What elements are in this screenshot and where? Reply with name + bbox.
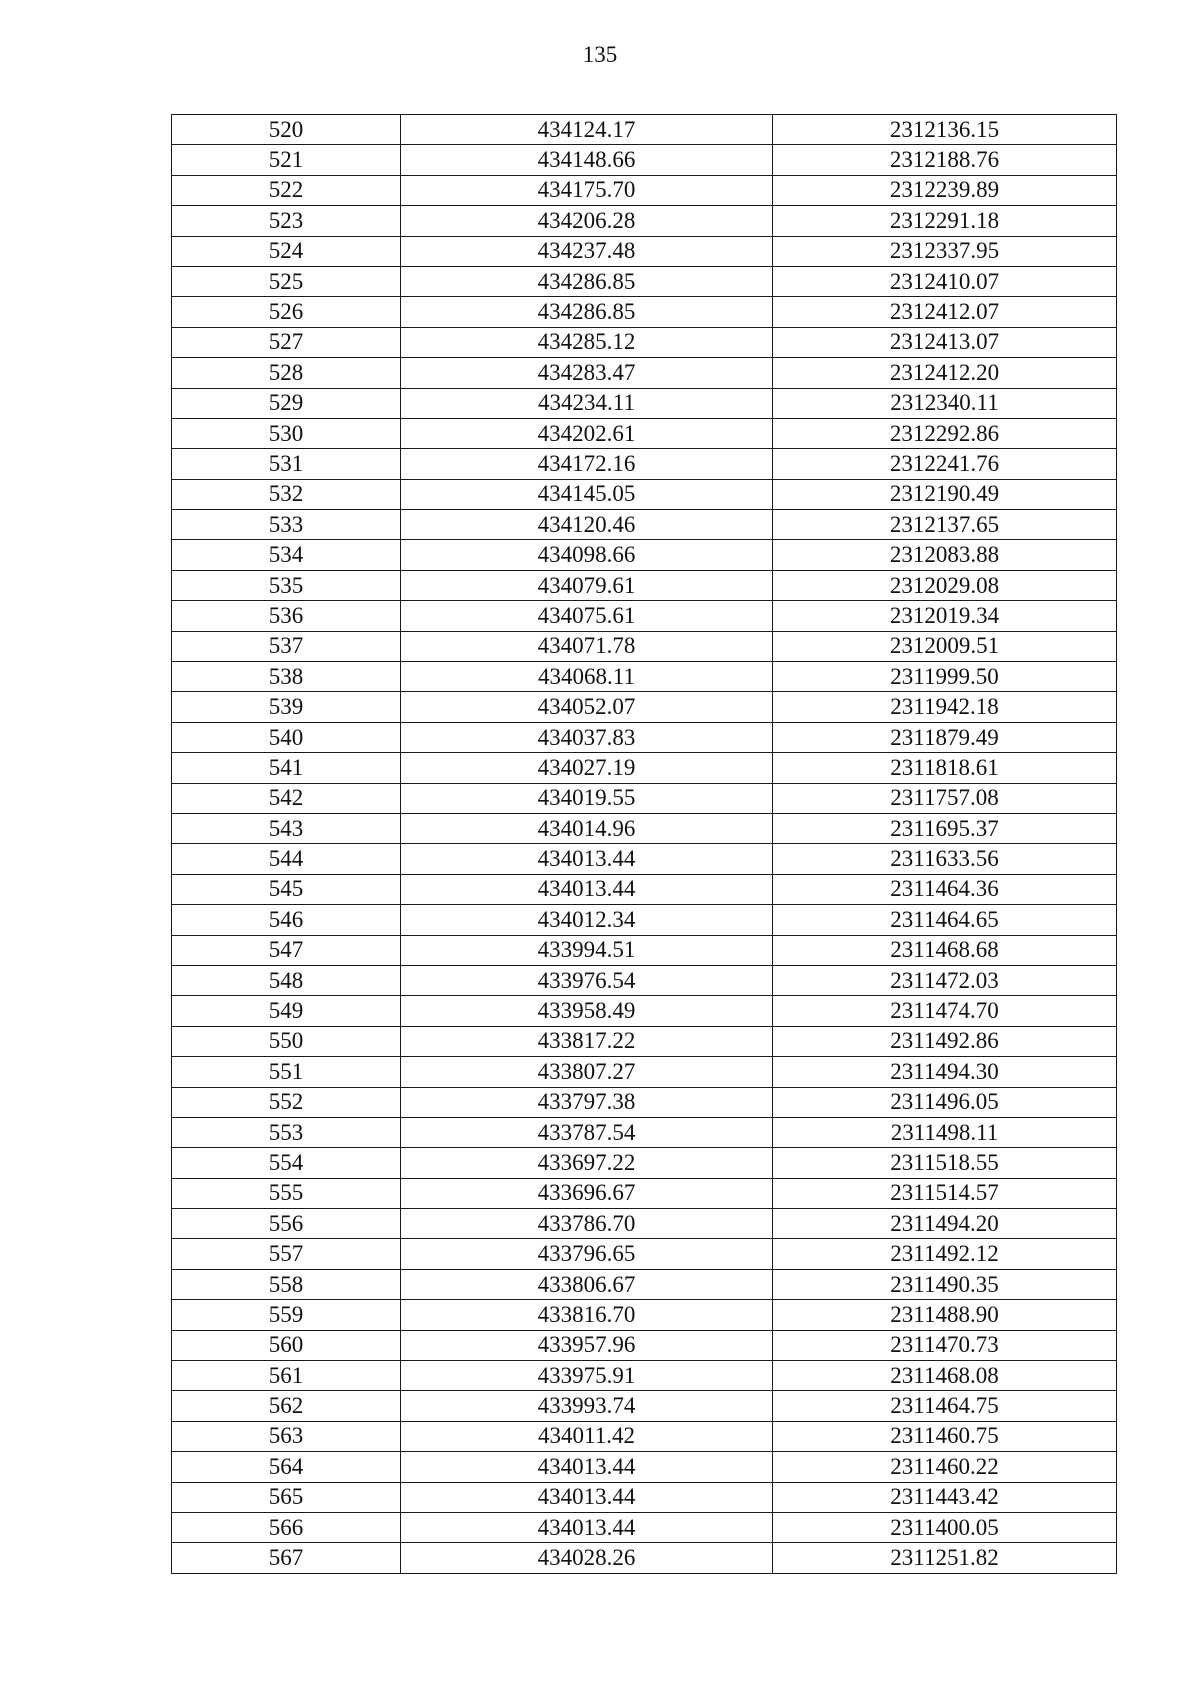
- point-number-cell: 540: [172, 722, 401, 752]
- y-coordinate-cell: 2311464.75: [773, 1391, 1117, 1421]
- point-number-cell: 544: [172, 844, 401, 874]
- x-coordinate-cell: 434286.85: [401, 266, 773, 296]
- table-row: [172, 783, 1117, 813]
- y-coordinate-cell: 2311999.50: [773, 662, 1117, 692]
- x-coordinate-cell: 433817.22: [401, 1026, 773, 1056]
- y-coordinate-cell: 2312413.07: [773, 327, 1117, 357]
- y-coordinate-cell: 2311488.90: [773, 1300, 1117, 1330]
- x-coordinate-cell: 434285.12: [401, 327, 773, 357]
- point-number-cell: 559: [172, 1300, 401, 1330]
- table-row: [172, 236, 1117, 266]
- point-number-cell: 565: [172, 1482, 401, 1512]
- y-coordinate-cell: 2311492.86: [773, 1026, 1117, 1056]
- y-coordinate-cell: 2311494.20: [773, 1209, 1117, 1239]
- point-number-cell: 523: [172, 206, 401, 236]
- x-coordinate-cell: 434079.61: [401, 570, 773, 600]
- table-row: [172, 844, 1117, 874]
- point-number-cell: 522: [172, 175, 401, 205]
- point-number-cell: 548: [172, 965, 401, 995]
- y-coordinate-cell: 2311879.49: [773, 722, 1117, 752]
- x-coordinate-cell: 433975.91: [401, 1361, 773, 1391]
- table-row: [172, 1148, 1117, 1178]
- y-coordinate-cell: 2311757.08: [773, 783, 1117, 813]
- x-coordinate-cell: 434013.44: [401, 1512, 773, 1542]
- table-row: [172, 1330, 1117, 1360]
- table-row: [172, 1026, 1117, 1056]
- y-coordinate-cell: 2311464.36: [773, 874, 1117, 904]
- table-row: [172, 327, 1117, 357]
- point-number-cell: 567: [172, 1543, 401, 1573]
- point-number-cell: 566: [172, 1512, 401, 1542]
- coordinate-table: [171, 114, 1117, 1574]
- point-number-cell: 526: [172, 297, 401, 327]
- table-row: [172, 722, 1117, 752]
- x-coordinate-cell: 433994.51: [401, 935, 773, 965]
- y-coordinate-cell: 2312190.49: [773, 479, 1117, 509]
- y-coordinate-cell: 2312340.11: [773, 388, 1117, 418]
- point-number-cell: 531: [172, 449, 401, 479]
- table-row: [172, 1178, 1117, 1208]
- point-number-cell: 541: [172, 753, 401, 783]
- y-coordinate-cell: 2312291.18: [773, 206, 1117, 236]
- y-coordinate-cell: 2312292.86: [773, 418, 1117, 448]
- table-row: [172, 540, 1117, 570]
- point-number-cell: 539: [172, 692, 401, 722]
- point-number-cell: 564: [172, 1452, 401, 1482]
- point-number-cell: 520: [172, 115, 401, 145]
- table-row: [172, 905, 1117, 935]
- point-number-cell: 545: [172, 874, 401, 904]
- x-coordinate-cell: 433696.67: [401, 1178, 773, 1208]
- x-coordinate-cell: 434175.70: [401, 175, 773, 205]
- point-number-cell: 542: [172, 783, 401, 813]
- table-row: [172, 115, 1117, 145]
- x-coordinate-cell: 434145.05: [401, 479, 773, 509]
- table-row: [172, 965, 1117, 995]
- x-coordinate-cell: 433806.67: [401, 1269, 773, 1299]
- point-number-cell: 563: [172, 1421, 401, 1451]
- x-coordinate-cell: 433993.74: [401, 1391, 773, 1421]
- point-number-cell: 562: [172, 1391, 401, 1421]
- point-number-cell: 551: [172, 1057, 401, 1087]
- x-coordinate-cell: 434014.96: [401, 813, 773, 843]
- x-coordinate-cell: 433807.27: [401, 1057, 773, 1087]
- y-coordinate-cell: 2311492.12: [773, 1239, 1117, 1269]
- point-number-cell: 547: [172, 935, 401, 965]
- x-coordinate-cell: 434148.66: [401, 145, 773, 175]
- table-row: [172, 206, 1117, 236]
- table-row: [172, 1239, 1117, 1269]
- table-row: [172, 1452, 1117, 1482]
- y-coordinate-cell: 2312412.20: [773, 358, 1117, 388]
- point-number-cell: 537: [172, 631, 401, 661]
- y-coordinate-cell: 2312019.34: [773, 601, 1117, 631]
- table-row: [172, 1117, 1117, 1147]
- y-coordinate-cell: 2311494.30: [773, 1057, 1117, 1087]
- point-number-cell: 524: [172, 236, 401, 266]
- x-coordinate-cell: 434124.17: [401, 115, 773, 145]
- x-coordinate-cell: 434011.42: [401, 1421, 773, 1451]
- x-coordinate-cell: 433957.96: [401, 1330, 773, 1360]
- point-number-cell: 561: [172, 1361, 401, 1391]
- table-row: [172, 631, 1117, 661]
- y-coordinate-cell: 2312009.51: [773, 631, 1117, 661]
- x-coordinate-cell: 434052.07: [401, 692, 773, 722]
- y-coordinate-cell: 2312137.65: [773, 510, 1117, 540]
- table-row: [172, 1482, 1117, 1512]
- point-number-cell: 532: [172, 479, 401, 509]
- x-coordinate-cell: 434068.11: [401, 662, 773, 692]
- page-number: 135: [582, 42, 618, 67]
- x-coordinate-cell: 433976.54: [401, 965, 773, 995]
- table-row: [172, 1300, 1117, 1330]
- y-coordinate-cell: 2311490.35: [773, 1269, 1117, 1299]
- x-coordinate-cell: 434237.48: [401, 236, 773, 266]
- y-coordinate-cell: 2312083.88: [773, 540, 1117, 570]
- y-coordinate-cell: 2312188.76: [773, 145, 1117, 175]
- x-coordinate-cell: 434206.28: [401, 206, 773, 236]
- point-number-cell: 534: [172, 540, 401, 570]
- y-coordinate-cell: 2311496.05: [773, 1087, 1117, 1117]
- x-coordinate-cell: 434013.44: [401, 874, 773, 904]
- x-coordinate-cell: 434283.47: [401, 358, 773, 388]
- y-coordinate-cell: 2311470.73: [773, 1330, 1117, 1360]
- point-number-cell: 557: [172, 1239, 401, 1269]
- y-coordinate-cell: 2312239.89: [773, 175, 1117, 205]
- x-coordinate-cell: 434027.19: [401, 753, 773, 783]
- table-row: [172, 479, 1117, 509]
- table-row: [172, 1391, 1117, 1421]
- table-row: [172, 1421, 1117, 1451]
- y-coordinate-cell: 2311468.08: [773, 1361, 1117, 1391]
- y-coordinate-cell: 2312136.15: [773, 115, 1117, 145]
- table-row: [172, 145, 1117, 175]
- y-coordinate-cell: 2311400.05: [773, 1512, 1117, 1542]
- y-coordinate-cell: 2311464.65: [773, 905, 1117, 935]
- table-row: [172, 662, 1117, 692]
- x-coordinate-cell: 434075.61: [401, 601, 773, 631]
- point-number-cell: 543: [172, 813, 401, 843]
- point-number-cell: 528: [172, 358, 401, 388]
- x-coordinate-cell: 434071.78: [401, 631, 773, 661]
- y-coordinate-cell: 2311633.56: [773, 844, 1117, 874]
- table-row: [172, 266, 1117, 296]
- x-coordinate-cell: 433796.65: [401, 1239, 773, 1269]
- y-coordinate-cell: 2311460.22: [773, 1452, 1117, 1482]
- point-number-cell: 538: [172, 662, 401, 692]
- table-row: [172, 510, 1117, 540]
- point-number-cell: 527: [172, 327, 401, 357]
- x-coordinate-cell: 434234.11: [401, 388, 773, 418]
- y-coordinate-cell: 2311498.11: [773, 1117, 1117, 1147]
- y-coordinate-cell: 2312241.76: [773, 449, 1117, 479]
- table-row: [172, 297, 1117, 327]
- y-coordinate-cell: 2311472.03: [773, 965, 1117, 995]
- point-number-cell: 549: [172, 996, 401, 1026]
- y-coordinate-cell: 2311695.37: [773, 813, 1117, 843]
- y-coordinate-cell: 2312412.07: [773, 297, 1117, 327]
- table-row: [172, 449, 1117, 479]
- y-coordinate-cell: 2311514.57: [773, 1178, 1117, 1208]
- table-row: [172, 1361, 1117, 1391]
- x-coordinate-cell: 434286.85: [401, 297, 773, 327]
- y-coordinate-cell: 2311942.18: [773, 692, 1117, 722]
- table-row: [172, 1269, 1117, 1299]
- point-number-cell: 546: [172, 905, 401, 935]
- x-coordinate-cell: 433787.54: [401, 1117, 773, 1147]
- table-row: [172, 175, 1117, 205]
- point-number-cell: 552: [172, 1087, 401, 1117]
- point-number-cell: 529: [172, 388, 401, 418]
- y-coordinate-cell: 2312410.07: [773, 266, 1117, 296]
- table-row: [172, 753, 1117, 783]
- x-coordinate-cell: 433697.22: [401, 1148, 773, 1178]
- x-coordinate-cell: 433786.70: [401, 1209, 773, 1239]
- y-coordinate-cell: 2312029.08: [773, 570, 1117, 600]
- y-coordinate-cell: 2311468.68: [773, 935, 1117, 965]
- table-row: [172, 813, 1117, 843]
- point-number-cell: 521: [172, 145, 401, 175]
- point-number-cell: 556: [172, 1209, 401, 1239]
- y-coordinate-cell: 2311474.70: [773, 996, 1117, 1026]
- point-number-cell: 535: [172, 570, 401, 600]
- table-row: [172, 418, 1117, 448]
- x-coordinate-cell: 434013.44: [401, 1482, 773, 1512]
- x-coordinate-cell: 434037.83: [401, 722, 773, 752]
- table-row: [172, 388, 1117, 418]
- table-row: [172, 935, 1117, 965]
- y-coordinate-cell: 2311443.42: [773, 1482, 1117, 1512]
- table-row: [172, 1512, 1117, 1542]
- table-row: [172, 996, 1117, 1026]
- table-row: [172, 874, 1117, 904]
- point-number-cell: 525: [172, 266, 401, 296]
- x-coordinate-cell: 434172.16: [401, 449, 773, 479]
- x-coordinate-cell: 434098.66: [401, 540, 773, 570]
- point-number-cell: 553: [172, 1117, 401, 1147]
- point-number-cell: 530: [172, 418, 401, 448]
- y-coordinate-cell: 2312337.95: [773, 236, 1117, 266]
- x-coordinate-cell: 434013.44: [401, 1452, 773, 1482]
- table-row: [172, 601, 1117, 631]
- y-coordinate-cell: 2311251.82: [773, 1543, 1117, 1573]
- x-coordinate-cell: 434120.46: [401, 510, 773, 540]
- point-number-cell: 533: [172, 510, 401, 540]
- x-coordinate-cell: 433816.70: [401, 1300, 773, 1330]
- point-number-cell: 550: [172, 1026, 401, 1056]
- x-coordinate-cell: 434013.44: [401, 844, 773, 874]
- table-row: [172, 1087, 1117, 1117]
- point-number-cell: 558: [172, 1269, 401, 1299]
- table-body: [172, 115, 1117, 1574]
- x-coordinate-cell: 434012.34: [401, 905, 773, 935]
- x-coordinate-cell: 434019.55: [401, 783, 773, 813]
- point-number-cell: 554: [172, 1148, 401, 1178]
- table-row: [172, 692, 1117, 722]
- point-number-cell: 555: [172, 1178, 401, 1208]
- y-coordinate-cell: 2311818.61: [773, 753, 1117, 783]
- table-row: [172, 570, 1117, 600]
- table-row: [172, 358, 1117, 388]
- x-coordinate-cell: 433958.49: [401, 996, 773, 1026]
- x-coordinate-cell: 434028.26: [401, 1543, 773, 1573]
- table-row: [172, 1057, 1117, 1087]
- x-coordinate-cell: 434202.61: [401, 418, 773, 448]
- y-coordinate-cell: 2311460.75: [773, 1421, 1117, 1451]
- y-coordinate-cell: 2311518.55: [773, 1148, 1117, 1178]
- point-number-cell: 536: [172, 601, 401, 631]
- x-coordinate-cell: 433797.38: [401, 1087, 773, 1117]
- table-row: [172, 1543, 1117, 1573]
- point-number-cell: 560: [172, 1330, 401, 1360]
- table-row: [172, 1209, 1117, 1239]
